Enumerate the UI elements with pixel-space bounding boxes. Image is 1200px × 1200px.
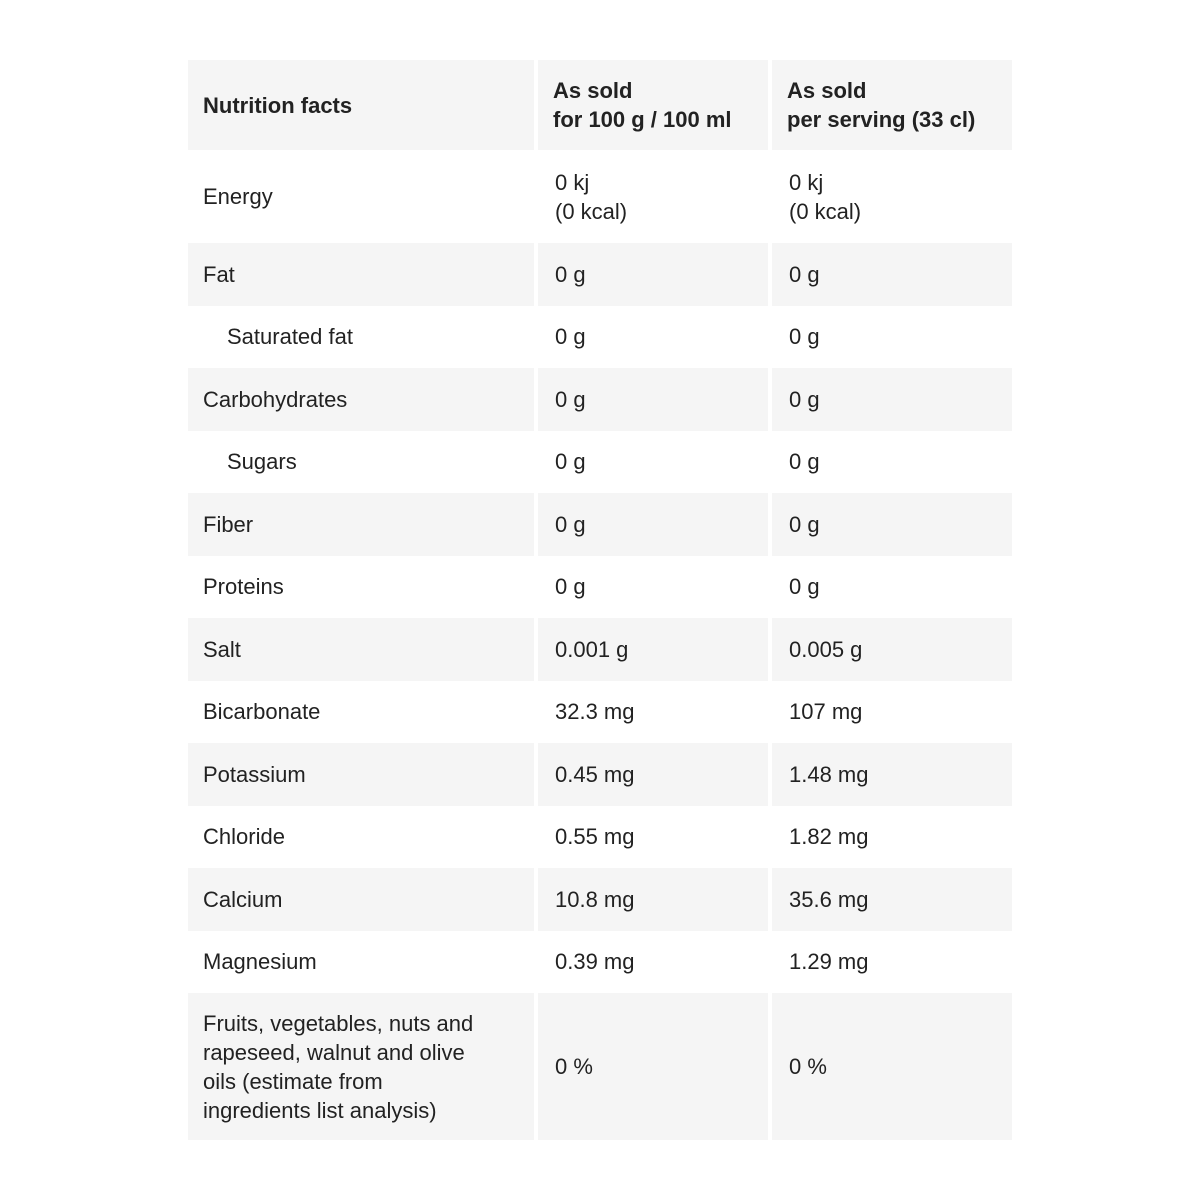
value-per-serving: 0 g <box>772 493 1012 556</box>
nutrient-name: Salt <box>188 618 534 681</box>
value-per-100: 0 % <box>538 993 768 1140</box>
value-per-serving-line2: (0 kcal) <box>789 198 862 224</box>
value-per-100: 0.55 mg <box>555 824 635 850</box>
value-per-100: 0 g <box>555 324 586 350</box>
nutrient-name: Calcium <box>188 868 534 931</box>
value-per-serving: 1.48 mg <box>772 743 1012 806</box>
nutrient-name: Carbohydrates <box>188 368 534 431</box>
value-per-100 <box>538 150 768 243</box>
value-per-serving <box>772 150 1012 243</box>
nutrient-name: Fat <box>188 243 534 306</box>
value-per-100: 0 g <box>555 574 586 600</box>
nutrient-name-line4: ingredients list analysis) <box>203 1097 437 1123</box>
nutrient-name-line3: oils (estimate from <box>203 1068 383 1094</box>
value-per-100-line2: (0 kcal) <box>555 198 628 224</box>
nutrient-name: Magnesium <box>203 949 317 975</box>
value-per-serving: 35.6 mg <box>772 868 1012 931</box>
header-per-100-line2: for 100 g / 100 ml <box>553 107 732 132</box>
value-per-100: 32.3 mg <box>555 699 635 725</box>
value-per-100: 0 g <box>555 449 586 475</box>
header-per-serving-line2: per serving (33 cl) <box>787 107 976 132</box>
nutrient-name: Chloride <box>203 824 285 850</box>
nutrient-name: Bicarbonate <box>203 699 321 725</box>
nutrient-name: Saturated fat <box>227 324 353 350</box>
header-nutrition-facts: Nutrition facts <box>188 60 534 150</box>
value-per-100: 0.45 mg <box>538 743 768 806</box>
value-per-serving-line1: 0 kj <box>789 169 824 195</box>
value-per-100: 0 g <box>538 493 768 556</box>
header-per-serving-line1: As sold <box>787 78 867 103</box>
value-per-100: 10.8 mg <box>538 868 768 931</box>
value-per-serving: 0.005 g <box>772 618 1012 681</box>
nutrient-name: Proteins <box>203 574 284 600</box>
value-per-serving: 107 mg <box>789 699 863 725</box>
nutrient-name: Sugars <box>227 449 297 475</box>
header-per-100-line1: As sold <box>553 78 633 103</box>
nutrient-name: Potassium <box>188 743 534 806</box>
value-per-100: 0 g <box>538 368 768 431</box>
header-per-100 <box>538 60 768 150</box>
nutrient-name <box>188 993 534 1140</box>
header-per-serving <box>772 60 1012 150</box>
value-per-serving: 1.29 mg <box>789 949 869 975</box>
nutrient-name-line2: rapeseed, walnut and olive <box>203 1039 465 1065</box>
nutrient-name-line1: Fruits, vegetables, nuts and <box>203 1010 474 1036</box>
value-per-100: 0 g <box>538 243 768 306</box>
value-per-serving: 0 % <box>772 993 1012 1140</box>
value-per-100: 0.39 mg <box>555 949 635 975</box>
nutrient-name: Energy <box>203 184 273 209</box>
value-per-100: 0.001 g <box>538 618 768 681</box>
value-per-serving: 0 g <box>789 324 820 350</box>
nutrition-facts-table <box>188 60 1012 1140</box>
value-per-serving: 0 g <box>772 368 1012 431</box>
value-per-serving: 0 g <box>772 243 1012 306</box>
nutrient-name: Fiber <box>188 493 534 556</box>
value-per-serving: 0 g <box>789 574 820 600</box>
value-per-serving: 1.82 mg <box>789 824 869 850</box>
value-per-serving: 0 g <box>789 449 820 475</box>
value-per-100-line1: 0 kj <box>555 169 590 195</box>
